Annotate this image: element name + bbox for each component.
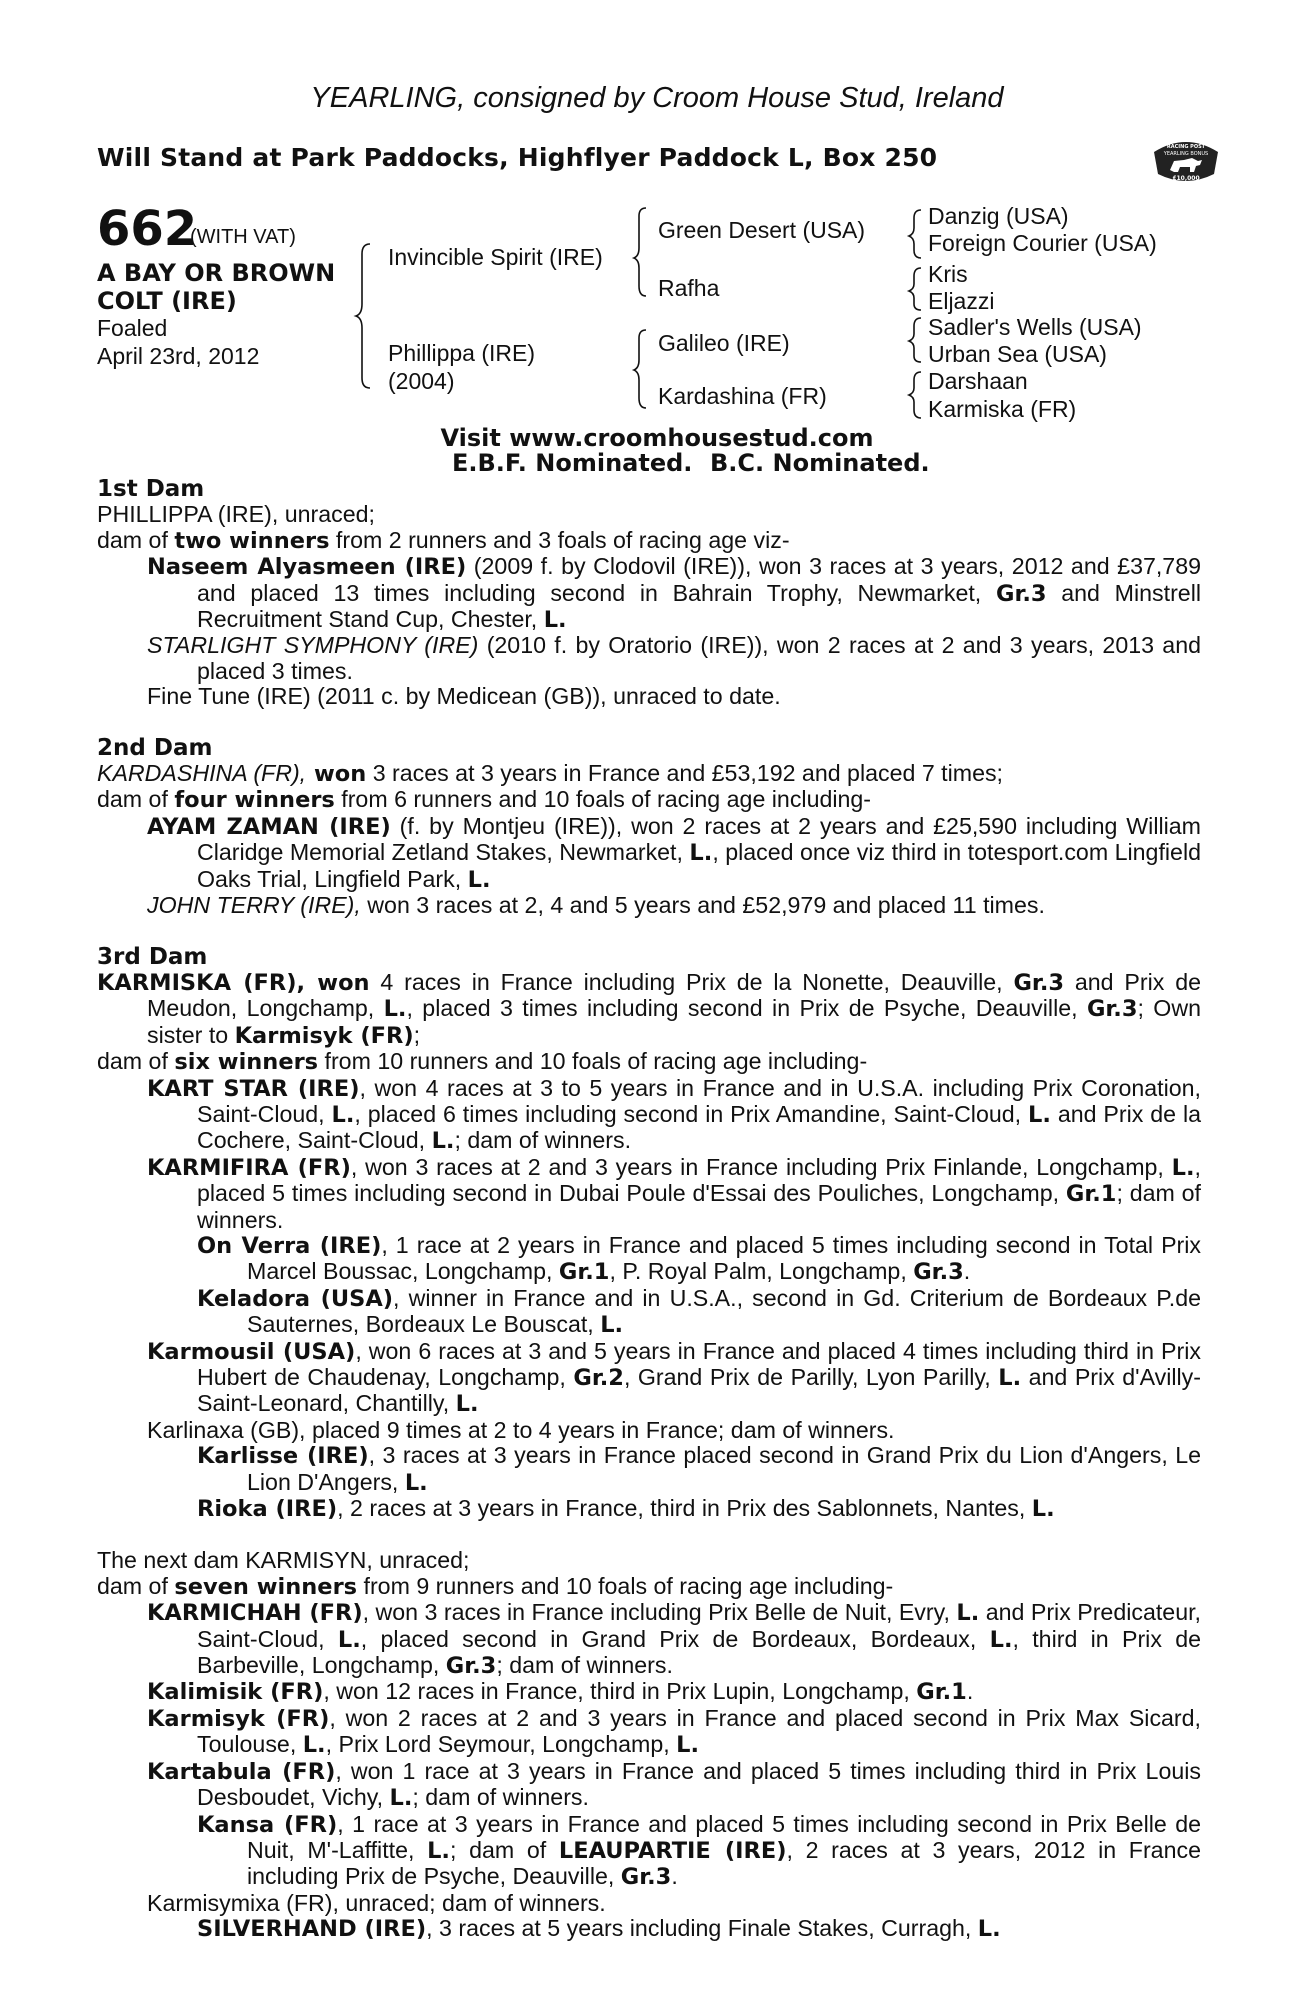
pedigree-dsd: Urban Sea (USA): [928, 341, 1107, 367]
pedigree-sds: Kris: [928, 261, 968, 287]
produce-karmisymixa: Karmisymixa (FR), unraced; dam of winners.: [147, 1889, 606, 1916]
produce-karlisse: Karlisse (IRE), 3 races at 3 years in France placed second in Grand Prix du Lion d'Angers, Le Lion D'Angers, L.: [197, 1442, 1201, 1496]
catalogue-body: [97, 477, 1201, 1943]
produce-karmisyk: Karmisyk (FR), won 2 races at 2 and 3 years in France and placed second in Prix Max Sicard, Toulouse, L., Prix Lord Seymour, Longchamp, L.: [147, 1704, 1201, 1759]
pedigree-sdd: Eljazzi: [928, 288, 995, 314]
ebf-nominated: E.B.F. Nominated.: [452, 449, 693, 477]
pedigree-ssd: Foreign Courier (USA): [928, 230, 1157, 256]
third-dam-heading: 3rd Dam: [97, 943, 208, 970]
first-dam-line: PHILLIPPA (IRE), unraced;: [97, 501, 375, 528]
stand-location: Will Stand at Park Paddocks, Highflyer Paddock L, Box 250: [97, 143, 938, 172]
first-dam-produce: dam of two winners from 2 runners and 3 foals of racing age viz-: [97, 526, 790, 554]
first-dam-heading: 1st Dam: [97, 476, 205, 502]
produce-karmousil: Karmousil (USA), won 6 races at 3 and 5 years in France and placed 4 times including third in Prix Hubert de Chaudenay, Longchamp, Gr.2, Grand Prix de Parilly, Lyon Parilly, L. and Prix d'Avilly-Saint-Leonard, Chantilly, L.: [147, 1337, 1201, 1418]
lot-title-line2: COLT (IRE): [97, 287, 237, 315]
third-dam-produce: dam of six winners from 10 runners and 10 foals of racing age including-: [97, 1048, 868, 1076]
produce-ayam-zaman: AYAM ZAMAN (IRE) (f. by Montjeu (IRE)), won 2 races at 2 years and £25,590 including William Claridge Memorial Zetland Stakes, Newmarket, L., placed once viz third in totesport.com Lingfield Oaks Trial, Lingfield Park, L.: [147, 812, 1201, 893]
produce-rioka: Rioka (IRE), 2 races at 3 years in France, third in Prix des Sablonnets, Nantes, L.: [197, 1495, 1055, 1523]
second-dam-line: KARDASHINA (FR), won 3 races at 3 years in France and £53,192 and placed 7 times;: [97, 760, 1004, 788]
pedigree-dam-line1: Phillippa (IRE): [388, 340, 535, 366]
foaled-label: Foaled: [97, 315, 168, 341]
pedigree-dam-sire: Galileo (IRE): [658, 330, 790, 356]
pedigree-sire-dam: Rafha: [658, 275, 720, 301]
pedigree-braces: [0, 0, 1314, 440]
next-dam-produce: dam of seven winners from 9 runners and 10 foals of racing age including-: [97, 1572, 894, 1600]
produce-karlinaxa: Karlinaxa (GB), placed 9 times at 2 to 4 years in France; dam of winners.: [147, 1416, 895, 1443]
produce-kalimisik: Kalimisik (FR), won 12 races in France, third in Prix Lupin, Longchamp, Gr.1.: [147, 1678, 974, 1706]
third-dam-karmiska: KARMISKA (FR), won 4 races in France including Prix de la Nonette, Deauville, Gr.3 and Prix de Meudon, Longchamp, L., placed 3 times including second in Prix de Psyche, Deauville, Gr.3; Own sister to Karmisyk (FR);: [97, 968, 1201, 1049]
produce-keladora: Keladora (USA), winner in France and in U.S.A., second in Gd. Criterium de Bordeaux P.de Sauternes, Bordeaux Le Bouscat, L.: [197, 1284, 1201, 1339]
pedigree-dam-dam: Kardashina (FR): [658, 383, 827, 409]
badge-top-text: RACING POST: [1166, 144, 1206, 150]
pedigree-sire-sire: Green Desert (USA): [658, 217, 866, 243]
website-link: Visit www.croomhousestud.com: [440, 424, 874, 452]
pedigree-sire: Invincible Spirit (IRE): [388, 244, 603, 270]
vat-label: (WITH VAT): [190, 226, 296, 248]
pedigree-dds: Darshaan: [928, 368, 1028, 394]
produce-karmichah: KARMICHAH (FR), won 3 races in France including Prix Belle de Nuit, Evry, L. and Prix Predicateur, Saint-Cloud, L., placed second in Grand Prix de Bordeaux, Bordeaux, L., third in Prix de Barbeville, Longchamp, Gr.3; dam of winners.: [147, 1599, 1201, 1680]
produce-fine-tune: Fine Tune (IRE) (2011 c. by Medicean (GB)), unraced to date.: [147, 683, 781, 710]
bc-nominated: B.C. Nominated.: [710, 449, 930, 477]
foaled-date: April 23rd, 2012: [97, 343, 260, 369]
produce-kart-star: KART STAR (IRE), won 4 races at 3 to 5 years in France and in U.S.A. including Prix Coronation, Saint-Cloud, L., placed 6 times including second in Prix Amandine, Saint-Cloud, L. and Prix de la Cochere, Saint-Cloud, L.; dam of winners.: [147, 1074, 1202, 1155]
produce-kartabula: Kartabula (FR), won 1 race at 3 years in France and placed 5 times including third in Prix Louis Desboudet, Vichy, L.; dam of winners.: [147, 1757, 1201, 1812]
produce-naseem-alyasmeen: Naseem Alyasmeen (IRE) (2009 f. by Clodovil (IRE)), won 3 races at 3 years, 2012 and £37,789 and placed 13 times including second in Bahrain Trophy, Newmarket, Gr.3 and Minstrell Recruitment Stand Cup, Chester, L.: [147, 553, 1201, 634]
produce-silverhand: SILVERHAND (IRE), 3 races at 5 years including Finale Stakes, Curragh, L.: [197, 1915, 1001, 1943]
produce-on-verra: On Verra (IRE), 1 race at 2 years in France and placed 5 times including second in Total Prix Marcel Boussac, Longchamp, Gr.1, P. Royal Palm, Longchamp, Gr.3.: [197, 1231, 1201, 1286]
second-dam-produce: dam of four winners from 6 runners and 10 foals of racing age including-: [97, 786, 872, 814]
produce-kansa: Kansa (FR), 1 race at 3 years in France and placed 5 times including second in Prix Belle de Nuit, M'-Laffitte, L.; dam of LEAUPARTIE (IRE), 2 races at 3 years, 2012 in France including Prix de Psyche, Deauville, Gr.3.: [197, 1810, 1201, 1891]
consignment-header: YEARLING, consigned by Croom House Stud, Ireland: [310, 82, 1004, 114]
produce-karmifira: KARMIFIRA (FR), won 3 races at 2 and 3 years in France including Prix Finlande, Longchamp, L., placed 5 times including second in Dubai Poule d'Essai des Pouliches, Longchamp, Gr.1; dam of winners.: [147, 1153, 1201, 1233]
pedigree-dss: Sadler's Wells (USA): [928, 314, 1142, 340]
produce-starlight-symphony: STARLIGHT SYMPHONY (IRE) (2010 f. by Oratorio (IRE)), won 2 races at 2 and 3 years, 2013 and placed 3 times.: [147, 632, 1201, 684]
produce-john-terry: JOHN TERRY (IRE), won 3 races at 2, 4 and 5 years and £52,979 and placed 11 times.: [147, 892, 1045, 919]
badge-bottom-text: £10,000: [1172, 175, 1200, 182]
second-dam-heading: 2nd Dam: [97, 734, 213, 761]
lot-title-line1: A BAY OR BROWN: [97, 259, 336, 287]
badge-mid-text: YEARLING BONUS: [1163, 151, 1209, 157]
pedigree-dam-line2: (2004): [388, 368, 455, 394]
next-dam-line: The next dam KARMISYN, unraced;: [97, 1547, 470, 1574]
pedigree-ddd: Karmiska (FR): [928, 396, 1077, 422]
pedigree-sss: Danzig (USA): [928, 203, 1069, 229]
lot-number: 662: [97, 201, 198, 257]
